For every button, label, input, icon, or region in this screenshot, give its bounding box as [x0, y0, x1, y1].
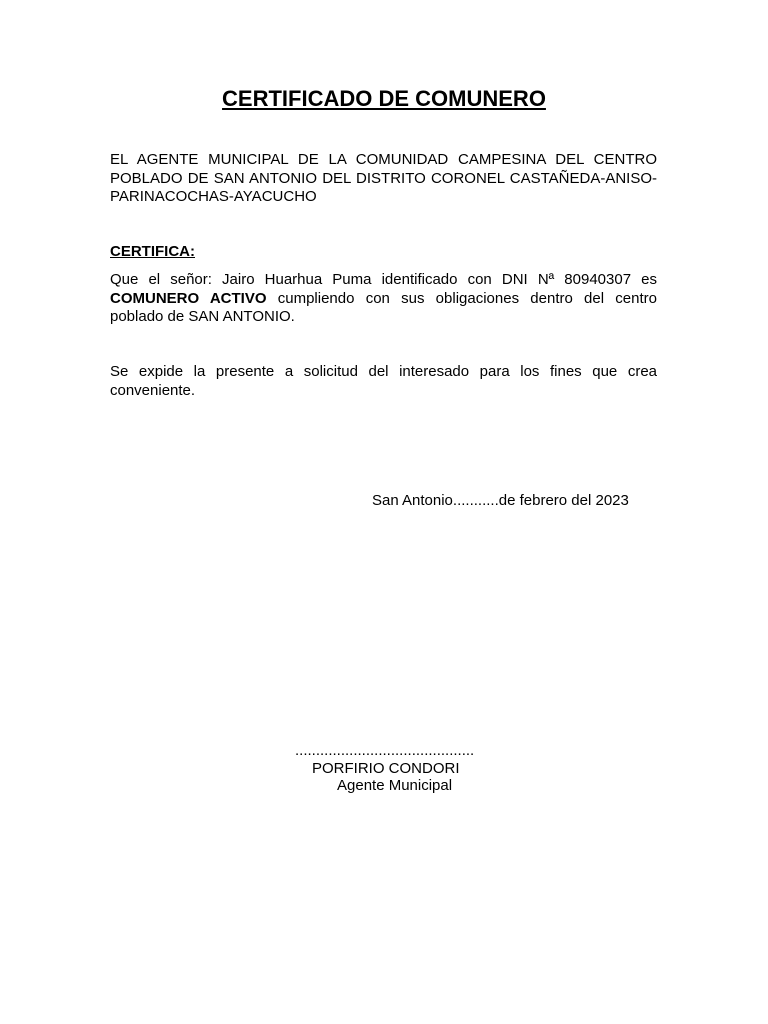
certifica-heading: CERTIFICA:: [110, 243, 195, 260]
issuer-statement: EL AGENTE MUNICIPAL DE LA COMUNIDAD CAMPESINA DEL CENTRO POBLADO DE SAN ANTONIO DEL DISTRITO CORONEL CASTAÑEDA-ANISO-PARINACOCHAS-AYACUCHO: [110, 151, 657, 205]
signatory-role: Agente Municipal: [337, 777, 453, 794]
place-date-line: San Antonio...........de febrero del 2023: [372, 492, 629, 509]
certification-text-start: Que el señor: Jairo Huarhua Puma identificado con DNI Nª 80940307 es: [110, 271, 657, 288]
signatory-name: PORFIRIO CONDORI: [312, 760, 460, 777]
status-emphasis: COMUNERO ACTIVO: [110, 289, 267, 307]
page-title: CERTIFICADO DE COMUNERO: [222, 86, 546, 111]
certification-body: [110, 271, 657, 327]
certification-text-end: cumpliendo con sus obligaciones dentro del centro poblado de SAN ANTONIO.: [110, 289, 657, 325]
signature-line: ...........................................: [295, 742, 475, 759]
issuance-statement: Se expide la presente a solicitud del interesado para los fines que crea conveniente.: [110, 363, 657, 399]
